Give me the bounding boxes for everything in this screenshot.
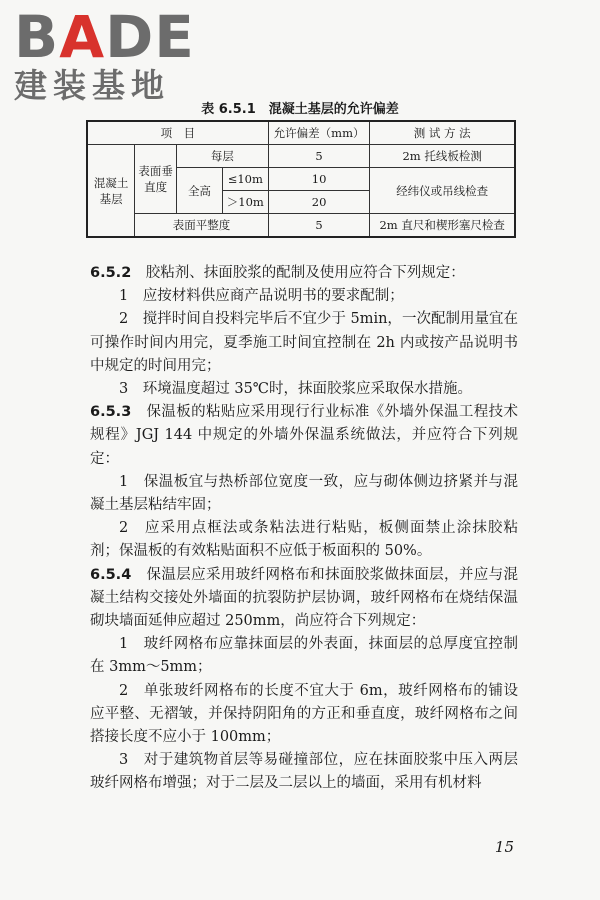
surface-vertical-label: 表面垂直度 [135, 145, 177, 214]
full-height-label: 全高 [177, 168, 223, 214]
clause-6-5-2: 6.5.2 胶粘剂、抹面胶浆的配制及使用应符合下列规定： [90, 265, 465, 281]
flatness-label: 表面平整度 [135, 214, 269, 238]
per-floor-label: 每层 [177, 145, 269, 168]
clause-6-5-4-1: 1 玻纤网格布应靠抹面层的外表面，抹面层的总厚度宜控制在 3mm～5mm； [90, 636, 519, 676]
clause-6-5-3-2: 2 应采用点框法或条粘法进行粘贴，板侧面禁止涂抹胶粘剂；保温板的有效粘贴面积不应低于板面积的 50%。 [90, 520, 519, 560]
tolerance-table [86, 120, 516, 238]
full-method: 经纬仪或吊线检查 [370, 168, 515, 214]
clause-6-5-4: 6.5.4 保温层应采用玻纤网格布和抹面胶浆做抹面层，并应与混凝土结构交接处外墙面的抗裂防护层协调，玻纤网格布在烧结保温砌块墙面延伸应超过 250mm，尚应符合下列规定： [90, 566, 519, 630]
table-title: 表 6.5.1 混凝土基层的允许偏差 [201, 102, 399, 117]
group-label: 混凝土基层 [87, 145, 135, 238]
full-gt-value: 20 [268, 191, 370, 214]
clause-6-5-3-1: 1 保温板宜与热桥部位宽度一致，应与砌体侧边挤紧并与混凝土基层粘结牢固； [90, 473, 519, 514]
clause-6-5-4-2: 2 单张玻纤网格布的长度不宜大于 6m，玻纤网格布的铺设应平整、无褶皱，并保持阴阳角的方正和垂直度，玻纤网格布之间搭接长度不应小于 100mm； [90, 682, 518, 746]
full-le-label: ≤10m [222, 168, 268, 191]
table-header-row [87, 121, 515, 145]
header-method: 测 试 方 法 [370, 121, 515, 145]
body-text [90, 262, 518, 796]
logo-subtitle: 建装基地 [14, 66, 170, 105]
page-number: 15 [494, 838, 514, 856]
flatness-value: 5 [268, 214, 370, 238]
flatness-method: 2m 直尺和楔形塞尺检查 [370, 214, 515, 238]
header-item: 项 目 [87, 121, 268, 145]
clause-6-5-2-1: 1 应按材料供应商产品说明书的要求配制； [119, 288, 404, 305]
clause-6-5-2-3: 3 环境温度超过 35℃时，抹面胶浆应采取保水措施。 [119, 381, 473, 398]
full-gt-label: ＞10m [222, 191, 268, 214]
clause-6-5-3: 6.5.3 保温板的粘贴应采用现行行业标准《外墙外保温工程技术规程》JGJ 144 中规定的外墙外保温系统做法，并应符合下列规定： [90, 404, 519, 467]
table-row [87, 214, 515, 238]
full-le-value: 10 [268, 168, 370, 191]
logo [14, 3, 195, 105]
per-floor-value: 5 [268, 145, 370, 168]
table-row [87, 145, 515, 168]
header-tolerance: 允许偏差（mm） [268, 121, 370, 145]
per-floor-method: 2m 托线板检测 [370, 145, 515, 168]
clause-6-5-2-2: 2 搅拌时间自投料完毕后不宜少于 5min，一次配制用量宜在可操作时间内用完，夏季施工时间宜控制在 2h 内或按产品说明书中规定的时间用完； [90, 311, 518, 374]
logo-wordmark: BADE [14, 3, 195, 71]
clause-6-5-4-3: 3 对于建筑物首层等易碰撞部位，应在抹面胶浆中压入两层玻纤网格布增强；对于二层及二层以上的墙面，采用有机材料 [90, 752, 519, 792]
